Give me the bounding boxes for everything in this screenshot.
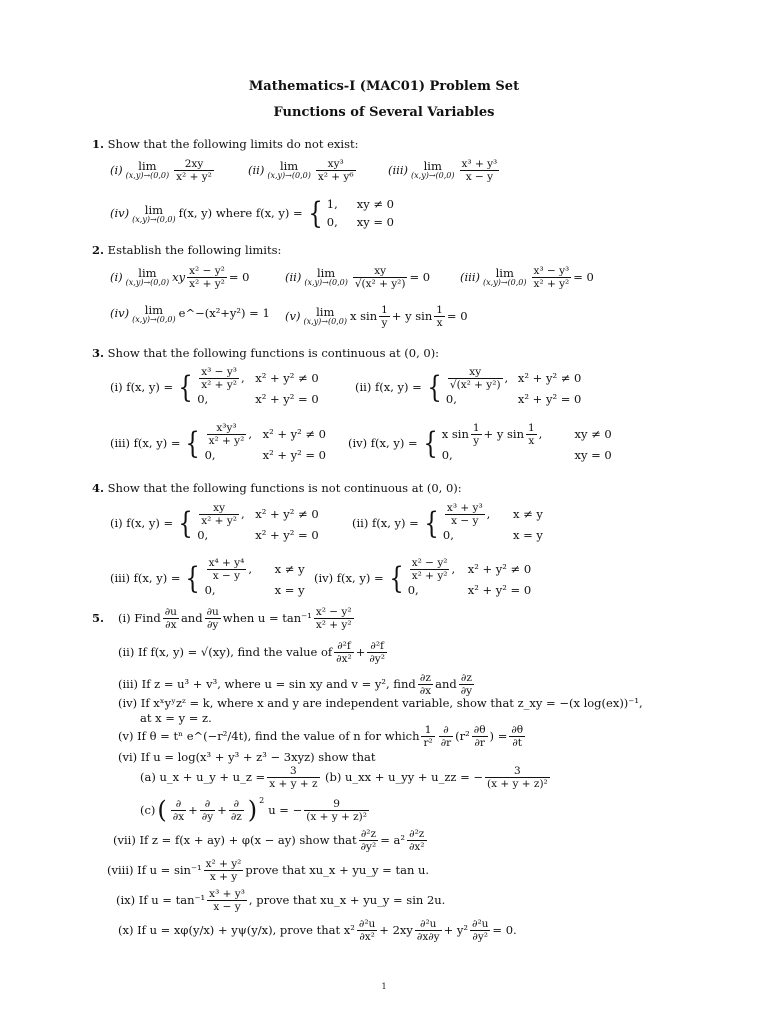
piecewise-cases: $\frac{\text{x³ + y³}}{x - y}$ , x ≠ y 0, x = y <box>442 502 543 543</box>
fraction: $\frac{\text{xy³}}{\text{x² + y⁶}}$ <box>317 158 354 184</box>
fraction: $\frac{\partial z}{\partial x}$ <box>419 672 432 698</box>
piecewise-cases: x sin $\frac{1}{y}$ + y sin $\frac{1}{x}$ , xy ≠ 0 0, xy = 0 <box>441 422 612 463</box>
fraction: $\frac{\partial}{\partial y}$ <box>201 797 214 823</box>
item-label: (iii) f(x, y) = <box>110 435 181 450</box>
q2-item-v <box>285 304 468 329</box>
question-number: 3. <box>92 346 105 360</box>
expression: when u = tan⁻¹ <box>222 610 312 625</box>
fraction: $\frac{1}{y}$ <box>381 304 388 330</box>
limit-operator: lim (x,y)→(0,0) <box>125 159 170 181</box>
fraction: $\frac{\partial u}{\partial x}$ <box>164 606 177 632</box>
expression: (c) <box>140 802 156 817</box>
item-label: (ii) f(x, y) = <box>352 515 419 530</box>
left-brace: { <box>178 505 193 541</box>
expression: (vii) If z = f(x + ay) + φ(x − ay) show that <box>113 832 357 847</box>
expression: (ix) If u = tan⁻¹ <box>116 892 206 907</box>
q2-item-ii <box>285 265 430 290</box>
left-brace: { <box>424 505 439 541</box>
question-number: 5. <box>92 610 105 625</box>
question-text: Show that the following functions is not continuous at (0, 0): <box>107 481 462 495</box>
q3-item-ii <box>355 366 581 409</box>
question-4-heading <box>92 482 708 496</box>
expression: u = − <box>268 802 303 817</box>
question-number: 2. <box>92 243 105 257</box>
q4-item-iv <box>314 557 531 600</box>
expression: x sin <box>349 308 378 323</box>
piecewise-cases: $\frac{\text{x² − y²}}{\text{x² + y²}}$ , x² + y² ≠ 0 0, x² + y² = 0 <box>407 557 532 598</box>
q1-item-iii <box>388 158 501 183</box>
q5-item-iii <box>118 672 476 697</box>
q1-item-ii <box>248 158 358 183</box>
expression: , prove that xu_x + yu_y = sin 2u. <box>248 892 446 907</box>
item-label: (i) f(x, y) = <box>110 379 174 394</box>
expression: (viii) If u = sin⁻¹ <box>107 862 202 877</box>
q5-item-i <box>92 606 356 631</box>
q5-item-x <box>118 918 517 943</box>
left-brace: { <box>308 196 323 231</box>
item-label: (ii) <box>285 269 302 284</box>
limit-operator: lim (x,y)→(0,0) <box>304 266 348 288</box>
q3-item-iv <box>348 422 612 465</box>
fraction: $\frac{\text{∂²f}}{\text{∂y²}}$ <box>369 640 385 666</box>
equals-value: = 0 <box>409 269 431 284</box>
limit-operator: lim (x,y)→(0,0) <box>125 266 170 288</box>
left-brace: { <box>185 425 201 461</box>
question-3-heading <box>92 347 708 361</box>
q5-item-vii <box>113 828 429 853</box>
item-label: (iii) <box>388 162 409 177</box>
equals-value: = 0 <box>228 269 250 284</box>
question-text: Show that the following functions is continuous at (0, 0): <box>107 346 440 360</box>
fraction: $\frac{\partial}{\partial r}$ <box>440 724 452 750</box>
page-subtitle: Functions of Several Variables <box>273 105 495 120</box>
q2-item-iii <box>460 265 594 290</box>
q4-item-i <box>110 502 319 545</box>
fraction: $\frac{1}{\text{r²}}$ <box>423 724 433 750</box>
page-title: Mathematics-I (MAC01) Problem Set <box>248 79 520 94</box>
piecewise-cases: 1, xy ≠ 0 0, xy = 0 <box>326 197 394 230</box>
expression: (i) Find <box>118 610 161 625</box>
item-label: (i) f(x, y) = <box>110 515 174 530</box>
expression: (r² <box>455 728 470 743</box>
q5-item-iv: (iv) If xˣyʸzᶻ = k, where x and y are independent variable, show that z_xy = −(x log(ex))⁻¹, <box>118 696 643 710</box>
q2-item-iv <box>110 304 270 324</box>
fraction: $\frac{\text{x² + y²}}{x + y}$ <box>205 858 242 884</box>
q5-item-ii: (ii) If f(x, y) = √(xy), find the value of $\frac{\text{∂²f}}{\text{∂x²}}$ + $\frac{\text{∂²f}}{\text{∂y²}}$ <box>118 640 385 666</box>
limit-operator: lim (x,y)→(0,0) <box>132 202 176 224</box>
item-label: (iii) f(x, y) = <box>110 570 181 585</box>
expression: = 0. <box>492 922 517 937</box>
q2-item-i <box>110 265 249 290</box>
q1-item-i <box>110 158 216 183</box>
piecewise-cases: $\frac{xy}{\text{x² + y²}}$ , x² + y² ≠ 0 0, x² + y² = 0 <box>197 502 319 543</box>
expression: prove that xu_x + yu_y = tan u. <box>245 862 430 877</box>
q3-item-iii <box>110 422 326 465</box>
piecewise-cases: $\frac{xy}{\text{√(x² + y²)}}$ , x² + y² ≠ 0 0, x² + y² = 0 <box>445 366 582 407</box>
fraction: $\frac{\text{∂²f}}{\text{∂x²}}$ <box>336 640 352 666</box>
fraction: $\frac{\partial u}{\partial y}$ <box>206 606 219 632</box>
item-label: (iv) f(x, y) = <box>314 570 384 585</box>
fraction: $\frac{1}{x}$ <box>436 304 443 330</box>
piecewise-cases: $\frac{\text{x³ − y³}}{\text{x² + y²}}$ , x² + y² ≠ 0 0, x² + y² = 0 <box>197 366 319 407</box>
item-label: (i) <box>110 269 123 284</box>
q5-item-iv-cont: at x = y = z. <box>140 711 212 725</box>
fraction: $\frac{3}{x + y + z}$ <box>269 765 318 791</box>
expression: (v) If θ = tⁿ e^(−r²/4t), find the value of n for which <box>118 728 420 743</box>
left-brace: { <box>423 425 438 461</box>
q4-item-iii <box>110 557 305 600</box>
fraction: $\frac{\text{∂²u}}{\partial x\partial y}$ <box>416 918 440 944</box>
fraction: $\frac{\text{x³ − y³}}{\text{x² + y²}}$ <box>533 265 570 291</box>
item-label: (iv) <box>110 306 130 321</box>
left-brace: { <box>389 560 404 596</box>
q5-item-vi: (vi) If u = log(x³ + y³ + z³ − 3xyz) show that <box>118 750 376 764</box>
expression: and <box>180 610 203 625</box>
fraction: $\frac{\text{x³ + y³}}{x - y}$ <box>209 888 245 914</box>
question-2-heading <box>92 244 708 258</box>
q5-item-vi-b <box>325 765 552 790</box>
piecewise-cases: $\frac{\text{x³y³}}{\text{x² + y²}}$ , x² + y² ≠ 0 0, x² + y² = 0 <box>204 422 326 463</box>
fraction: $\frac{\text{∂²z}}{\text{∂y²}}$ <box>360 828 377 854</box>
fraction: $\frac{\partial}{\partial x}$ <box>172 797 185 823</box>
fraction: $\frac{\text{∂²u}}{\text{∂y²}}$ <box>472 918 489 944</box>
fraction: $\frac{xy}{\text{√(x² + y²)}}$ <box>354 265 406 291</box>
item-label: (iii) <box>460 269 481 284</box>
item-label: (iv) <box>110 206 130 221</box>
q5-item-vi-a <box>140 765 322 790</box>
expression: ) = <box>489 728 508 743</box>
expression: xy <box>172 269 186 284</box>
question-text: Show that the following limits do not exist: <box>107 137 359 151</box>
item-label: (iv) f(x, y) = <box>348 435 418 450</box>
fraction: $\frac{\text{x³ + y³}}{x - y}$ <box>461 158 498 184</box>
expression: f(x, y) where f(x, y) = <box>178 206 303 221</box>
expression: and <box>435 676 457 691</box>
expression: (b) u_xx + u_yy + u_zz = − <box>325 769 484 784</box>
item-label: (v) <box>285 308 301 323</box>
limit-operator: lim (x,y)→(0,0) <box>132 303 176 325</box>
expression: + 2xy <box>379 922 413 937</box>
item-label: (i) <box>110 162 123 177</box>
q4-item-ii <box>352 502 543 545</box>
limit-operator: lim (x,y)→(0,0) <box>483 266 527 288</box>
question-text: Establish the following limits: <box>107 243 282 257</box>
fraction: $\frac{\text{∂²u}}{\text{∂x²}}$ <box>358 918 376 944</box>
fraction: $\frac{\partial\theta}{\partial r}$ <box>473 724 486 750</box>
fraction: $\frac{2xy}{\text{x² + y²}}$ <box>176 158 212 184</box>
fraction: $\frac{3}{\text{(x + y + z)²}}$ <box>487 765 548 791</box>
item-label: (ii) f(x, y) = <box>355 379 422 394</box>
fraction: $\frac{\text{∂²z}}{\text{∂x²}}$ <box>408 828 425 854</box>
expression: = a² <box>380 832 405 847</box>
equals-value: = 0 <box>573 269 594 284</box>
left-brace: { <box>185 560 201 596</box>
limit-operator: lim (x,y)→(0,0) <box>303 305 347 327</box>
q5-item-vi-c: (c) ( $\frac{\partial}{\partial x}$ + $\frac{\partial}{\partial y}$ + $\frac{\partial}{\partial z}$ ) $^2$ u = − $\frac{9}{\text{(x + y + z)²}}$ <box>140 796 367 824</box>
piecewise-cases: $\frac{\text{x⁴ + y⁴}}{x - y}$ , x ≠ y 0, x = y <box>204 557 305 598</box>
expression: (ii) If f(x, y) = √(xy), find the value of <box>118 644 333 659</box>
question-number: 1. <box>92 137 105 151</box>
fraction: $\frac{\text{x² − y²}}{\text{x² + y²}}$ <box>315 606 352 632</box>
limit-operator: lim (x,y)→(0,0) <box>267 159 311 181</box>
question-1-heading <box>92 138 708 152</box>
expression: + y sin <box>391 308 433 323</box>
expression: + y² <box>443 922 469 937</box>
fraction: $\frac{\partial}{\partial z}$ <box>230 797 242 823</box>
question-number: 4. <box>92 481 105 495</box>
fraction: $\frac{\partial z}{\partial y}$ <box>460 672 473 698</box>
item-label: (ii) <box>248 162 265 177</box>
limit-operator: lim (x,y)→(0,0) <box>411 159 455 181</box>
q1-item-iv <box>110 196 394 232</box>
q5-item-viii <box>107 858 429 883</box>
fraction: $\frac{\text{x² − y²}}{\text{x² + y²}}$ <box>189 265 225 291</box>
expression: (iii) If z = u³ + v³, where u = sin xy and v = y², find <box>118 676 416 691</box>
expression: (x) If u = xφ(y/x) + yψ(y/x), prove that x² <box>118 922 355 937</box>
fraction: $\frac{\partial\theta}{\partial t}$ <box>511 724 524 750</box>
q5-item-ix <box>116 888 445 913</box>
fraction: $\frac{9}{\text{(x + y + z)²}}$ <box>306 797 367 823</box>
expression: e^−(x²+y²) = 1 <box>178 306 270 321</box>
q5-item-v <box>118 724 527 749</box>
left-brace: { <box>178 369 193 405</box>
page-number: 1 <box>381 982 387 991</box>
equals-value: = 0 <box>446 308 468 323</box>
expression: (a) u_x + u_y + u_z = <box>140 769 266 784</box>
left-brace: { <box>427 369 442 405</box>
q3-item-i <box>110 366 319 409</box>
